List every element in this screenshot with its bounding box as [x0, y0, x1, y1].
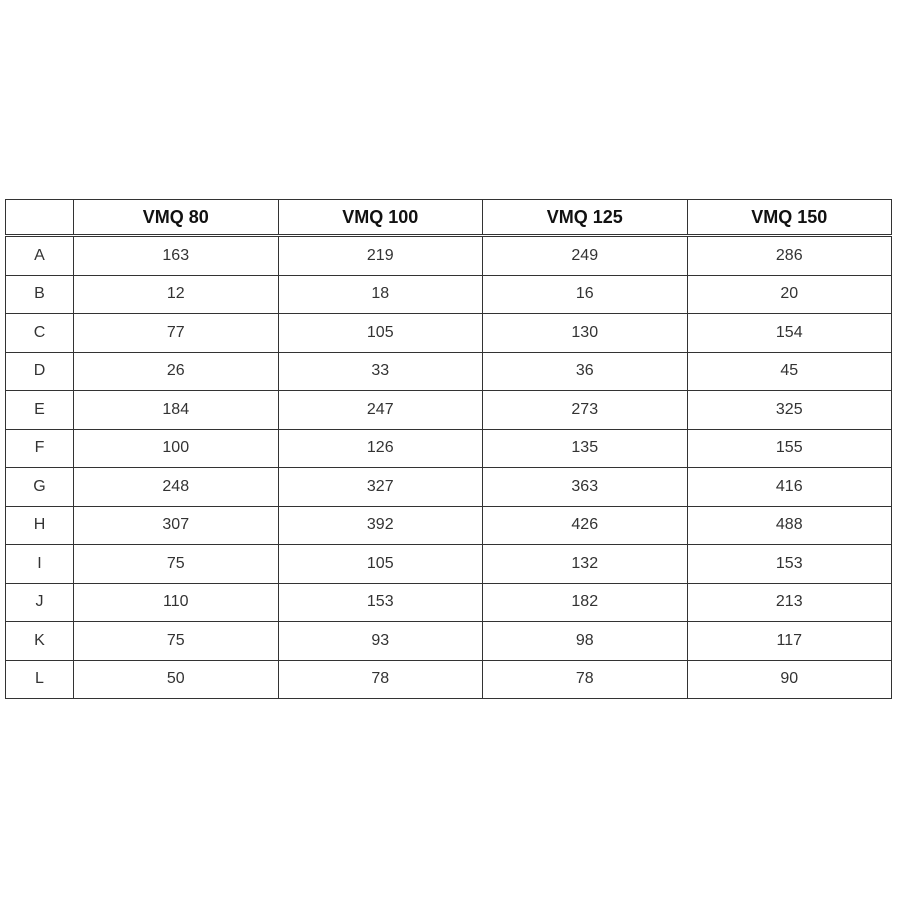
table-cell: 33 — [278, 352, 483, 391]
row-label: L — [6, 660, 74, 699]
table-cell: 153 — [278, 583, 483, 622]
table-cell: 273 — [483, 391, 688, 430]
table-cell: 132 — [483, 545, 688, 584]
row-label: D — [6, 352, 74, 391]
row-label: C — [6, 314, 74, 353]
table-cell: 75 — [74, 545, 279, 584]
table-cell: 90 — [687, 660, 892, 699]
table-cell: 325 — [687, 391, 892, 430]
table-cell: 155 — [687, 429, 892, 468]
table-cell: 247 — [278, 391, 483, 430]
column-header-vmq-100: VMQ 100 — [278, 200, 483, 236]
table-cell: 77 — [74, 314, 279, 353]
column-header-vmq-125: VMQ 125 — [483, 200, 688, 236]
table-cell: 26 — [74, 352, 279, 391]
column-header-vmq-150: VMQ 150 — [687, 200, 892, 236]
column-header-vmq-80: VMQ 80 — [74, 200, 279, 236]
row-label: I — [6, 545, 74, 584]
table-cell: 249 — [483, 236, 688, 276]
table-cell: 248 — [74, 468, 279, 507]
table-cell: 307 — [74, 506, 279, 545]
table-row — [6, 236, 892, 276]
table-cell: 126 — [278, 429, 483, 468]
table-cell: 327 — [278, 468, 483, 507]
row-label: G — [6, 468, 74, 507]
table-cell: 75 — [74, 622, 279, 661]
table-row — [6, 660, 892, 699]
table-row — [6, 545, 892, 584]
dimensions-table-container — [5, 199, 891, 699]
table-cell: 130 — [483, 314, 688, 353]
table-cell: 153 — [687, 545, 892, 584]
table-cell: 78 — [278, 660, 483, 699]
row-label: K — [6, 622, 74, 661]
table-row — [6, 391, 892, 430]
table-cell: 100 — [74, 429, 279, 468]
row-label: A — [6, 236, 74, 276]
row-label: H — [6, 506, 74, 545]
table-cell: 93 — [278, 622, 483, 661]
table-cell: 184 — [74, 391, 279, 430]
table-cell: 20 — [687, 275, 892, 314]
table-cell: 163 — [74, 236, 279, 276]
row-label: E — [6, 391, 74, 430]
table-cell: 36 — [483, 352, 688, 391]
table-cell: 392 — [278, 506, 483, 545]
table-cell: 105 — [278, 314, 483, 353]
row-label: F — [6, 429, 74, 468]
table-cell: 416 — [687, 468, 892, 507]
row-label: J — [6, 583, 74, 622]
table-cell: 363 — [483, 468, 688, 507]
table-cell: 426 — [483, 506, 688, 545]
table-cell: 213 — [687, 583, 892, 622]
table-header — [6, 200, 892, 236]
table-cell: 154 — [687, 314, 892, 353]
table-cell: 286 — [687, 236, 892, 276]
header-row — [6, 200, 892, 236]
table-row — [6, 429, 892, 468]
table-cell: 98 — [483, 622, 688, 661]
table-cell: 45 — [687, 352, 892, 391]
table-cell: 117 — [687, 622, 892, 661]
table-cell: 488 — [687, 506, 892, 545]
table-cell: 182 — [483, 583, 688, 622]
table-row — [6, 352, 892, 391]
table-cell: 18 — [278, 275, 483, 314]
table-cell: 110 — [74, 583, 279, 622]
table-cell: 78 — [483, 660, 688, 699]
row-label: B — [6, 275, 74, 314]
table-row — [6, 583, 892, 622]
table-row — [6, 314, 892, 353]
table-row — [6, 506, 892, 545]
corner-cell — [6, 200, 74, 236]
table-cell: 50 — [74, 660, 279, 699]
table-cell: 219 — [278, 236, 483, 276]
table-cell: 135 — [483, 429, 688, 468]
table-cell: 16 — [483, 275, 688, 314]
table-cell: 105 — [278, 545, 483, 584]
table-row — [6, 468, 892, 507]
table-row — [6, 622, 892, 661]
table-row — [6, 275, 892, 314]
table-body — [6, 236, 892, 699]
table-cell: 12 — [74, 275, 279, 314]
dimensions-table — [5, 199, 892, 699]
